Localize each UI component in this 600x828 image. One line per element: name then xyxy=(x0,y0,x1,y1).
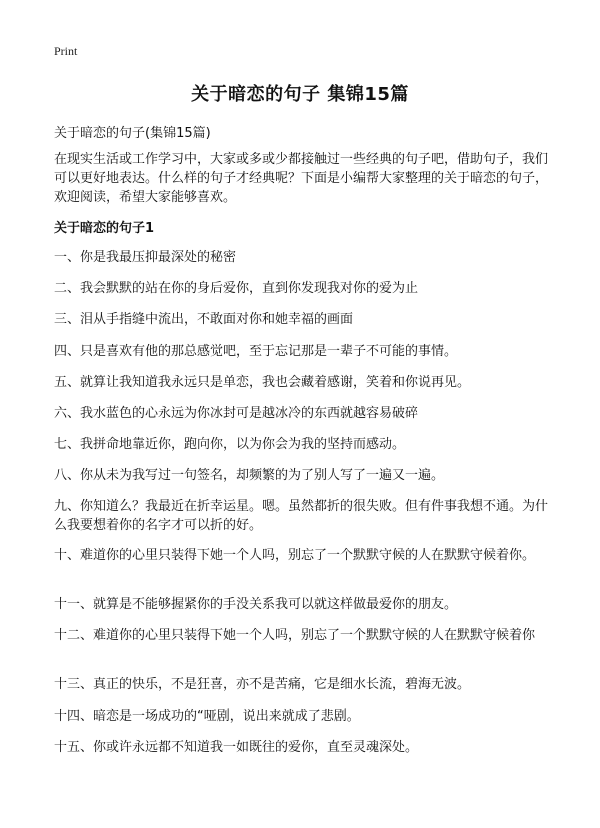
list-item: 十、难道你的心里只装得下她一个人吗，别忘了一个默默守候的人在默默守候着你。 xyxy=(54,548,536,563)
print-link[interactable]: Print xyxy=(54,44,78,58)
list-item: 八、你从未为我写过一句签名，却频繁的为了别人写了一遍又一遍。 xyxy=(54,468,445,483)
list-item: 二、我会默默的站在你的身后爱你，直到你发现我对你的爱为止 xyxy=(54,281,419,296)
list-item: 十三、真正的快乐，不是狂喜，亦不是苦痛，它是细水长流，碧海无波。 xyxy=(54,677,471,692)
list-item: 十四、暗恋是一场成功的“哑剧，说出来就成了悲剧。 xyxy=(54,709,360,724)
section-heading: 关于暗恋的句子1 xyxy=(54,221,155,236)
list-item: 十五、你或许永远都不知道我一如既往的爱你，直至灵魂深处。 xyxy=(54,740,419,755)
list-item: 一、你是我最压抑最深处的秘密 xyxy=(54,250,237,265)
list-item: 四、只是喜欢有他的那总感觉吧，至于忘记那是一辈子不可能的事情。 xyxy=(54,344,458,359)
list-item: 三、泪从手指缝中流出，不敢面对你和她幸福的画面 xyxy=(54,312,354,327)
list-item: 十二、难道你的心里只装得下她一个人吗，别忘了一个默默守候的人在默默守候着你 xyxy=(54,628,536,643)
list-item: 十一、就算是不能够握紧你的手没关系我可以就这样做最爱你的朋友。 xyxy=(54,597,458,612)
list-item: 九、你知道么？我最近在折幸运星。嗯。虽然都折的很失败。但有件事我想不通。为什么我要想着你的名字才可以折的好。 xyxy=(54,499,549,533)
list-item: 五、就算让我知道我永远只是单恋，我也会藏着感谢，笑着和你说再见。 xyxy=(54,375,471,390)
list-item: 六、我水蓝色的心永远为你冰封可是越冰冷的东西就越容易破碎 xyxy=(54,406,419,421)
intro-paragraph: 在现实生活或工作学习中，大家或多或少都接触过一些经典的句子吧，借助句子，我们可以更好地表达。什么样的句子才经典呢？下面是小编帮大家整理的关于暗恋的句子，欢迎阅读，希望大家能够喜欢。 xyxy=(54,152,549,205)
page-title: 关于暗恋的句子 集锦15篇 xyxy=(191,84,409,105)
document-subtitle: 关于暗恋的句子(集锦15篇) xyxy=(54,126,211,141)
list-item: 七、我拼命地靠近你，跑向你，以为你会为我的坚持而感动。 xyxy=(54,437,406,452)
